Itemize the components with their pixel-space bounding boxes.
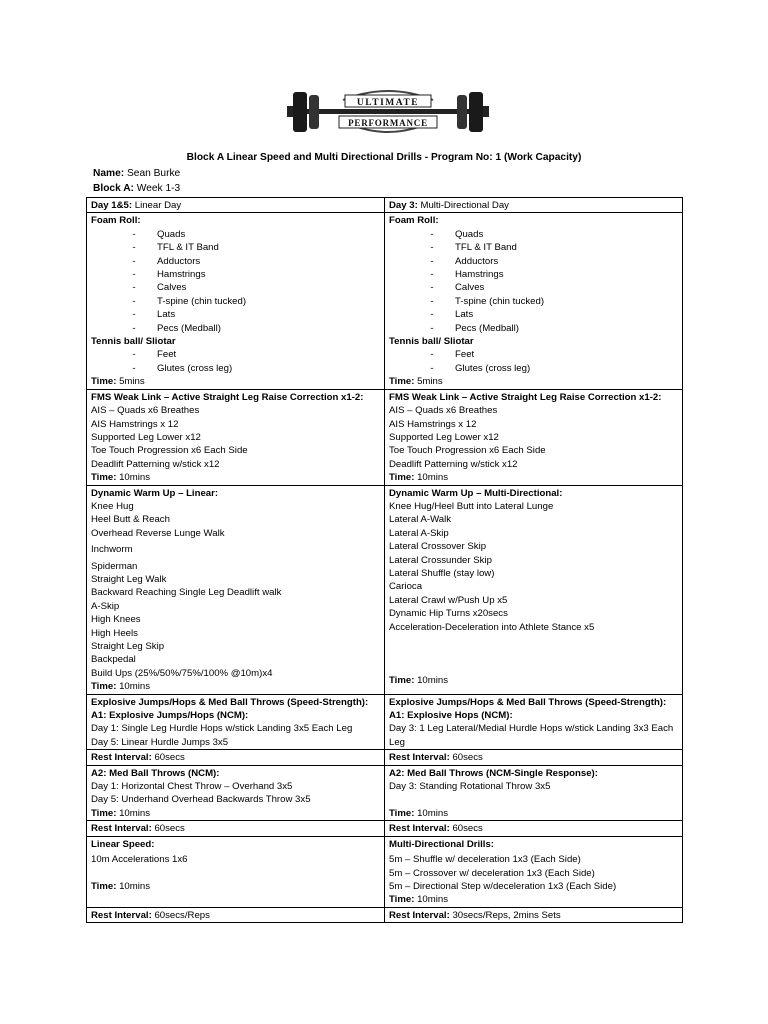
list-item: Lateral Shuffle (stay low) xyxy=(389,567,495,579)
right-rest-cell: Rest Interval: 60secs xyxy=(385,821,683,836)
right-rest-cell: Rest Interval: 60secs xyxy=(385,750,683,765)
list-item: - Pecs (Medball) xyxy=(132,322,221,334)
list-item: AIS Hamstrings x 12 xyxy=(91,418,179,430)
list-item: Dynamic Hip Turns x20secs xyxy=(389,608,508,620)
rest-interval-row xyxy=(87,750,683,765)
list-item: Deadlift Patterning w/stick x12 xyxy=(389,458,518,470)
right-speed-cell: Multi-Directional Drills: 5m – Shuffle w/ deceleration 1x3 (Each Side) 5m – Crossover w/ deceleration 1x3 (Each Side) 5m – Directional Step w/deceleration 1x3 (Each Side) Time: 10mins xyxy=(385,836,683,907)
left-rest-cell: Rest Interval: 60secs xyxy=(87,750,385,765)
right-fms-cell: FMS Weak Link – Active Straight Leg Raise Correction x1-2: AIS – Quads x6 Breathes AIS Hamstrings x 12 Supported Leg Lower x12 Toe Touch Progression x6 Each Side Deadlift Patterning w/stick x12 Time: 10mins xyxy=(385,389,683,485)
list-item: - Calves xyxy=(430,282,485,294)
left-header: Day 1&5: Linear Day xyxy=(87,198,385,213)
left-rest-cell: Rest Interval: 60secs xyxy=(87,821,385,836)
list-item: - Hamstrings xyxy=(132,269,206,281)
rest-interval-row xyxy=(87,821,683,836)
right-med-ball-cell: A2: Med Ball Throws (NCM-Single Response): Day 3: Standing Rotational Throw 3x5 Time: 10mins xyxy=(385,765,683,821)
logo-line2: PERFORMANCE xyxy=(348,118,428,128)
list-item: Acceleration-Deceleration into Athlete Stance x5 xyxy=(389,621,595,633)
left-fms-cell: FMS Weak Link – Active Straight Leg Raise Correction x1-2: AIS – Quads x6 Breathes AIS Hamstrings x 12 Supported Leg Lower x12 Toe Touch Progression x6 Each Side Deadlift Patterning w/stick x12 Time: 10mins xyxy=(87,389,385,485)
speed-row xyxy=(87,836,683,907)
list-item: - Adductors xyxy=(430,255,499,267)
list-item: - Feet xyxy=(430,349,475,361)
list-item: A-Skip xyxy=(91,600,120,612)
list-item: Backward Reaching Single Leg Deadlift walk xyxy=(91,587,282,599)
warm-up-row xyxy=(87,485,683,694)
program-table xyxy=(86,197,683,923)
list-item: AIS – Quads x6 Breathes xyxy=(91,405,200,417)
list-item: 10m Accelerations 1x6 xyxy=(91,854,188,866)
list-item: Day 3: 1 Leg Lateral/Medial Hurdle Hops w/stick Landing 3x3 Each Leg xyxy=(389,723,674,748)
list-item: Day 1: Horizontal Chest Throw – Overhand 3x5 xyxy=(91,781,293,793)
list-item: - Calves xyxy=(132,282,187,294)
right-jumps-cell: Explosive Jumps/Hops & Med Ball Throws (Speed-Strength): A1: Explosive Hops (NCM): Day 3: 1 Leg Lateral/Medial Hurdle Hops w/stick Landing 3x3 Each Leg xyxy=(385,694,683,750)
list-item: - Glutes (cross leg) xyxy=(132,362,233,374)
table-header-row xyxy=(87,198,683,213)
list-item: - Lats xyxy=(132,309,176,321)
list-item: High Knees xyxy=(91,614,141,626)
list-item: Day 3: Standing Rotational Throw 3x5 xyxy=(389,781,551,793)
list-item: - Quads xyxy=(132,228,186,240)
name-label: Name: xyxy=(93,168,125,179)
list-item: Spiderman xyxy=(91,560,138,572)
left-med-ball-cell: A2: Med Ball Throws (NCM): Day 1: Horizontal Chest Throw – Overhand 3x5 Day 5: Underhand Overhead Backwards Throw 3x5 Time: 10mins xyxy=(87,765,385,821)
list-item: Knee Hug/Heel Butt into Lateral Lunge xyxy=(389,500,554,512)
right-rest-cell: Rest Interval: 30secs/Reps, 2mins Sets xyxy=(385,907,683,922)
list-item: Lateral Crawl w/Push Up x5 xyxy=(389,594,508,606)
list-item: Day 5: Underhand Overhead Backwards Throw 3x5 xyxy=(91,794,311,806)
list-item: AIS Hamstrings x 12 xyxy=(389,418,477,430)
list-item: AIS – Quads x6 Breathes xyxy=(389,405,498,417)
list-item: High Heels xyxy=(91,627,138,639)
list-item: Lateral A-Walk xyxy=(389,514,452,526)
list-item: Build Ups (25%/50%/75%/100% @10m)x4 xyxy=(91,667,273,679)
right-header: Day 3: Multi-Directional Day xyxy=(385,198,683,213)
left-warm-up-cell: Dynamic Warm Up – Linear: Knee Hug Heel Butt & Reach Overhead Reverse Lunge Walk Inchworm Spiderman Straight Leg Walk Backward Reaching Single Leg Deadlift walk A-Skip High Knees High Heels Straight Leg Skip Backpedal Build Ups (25%/50%/75%/100% @10m)x4 Time: 10mins xyxy=(87,485,385,694)
list-item: - TFL & IT Band xyxy=(132,242,219,254)
list-item: Lateral A-Skip xyxy=(389,527,449,539)
list-item: Straight Leg Walk xyxy=(91,573,167,585)
list-item: - Quads xyxy=(430,228,484,240)
list-item: - Pecs (Medball) xyxy=(430,322,519,334)
foam-roll-row xyxy=(87,213,683,389)
list-item: Overhead Reverse Lunge Walk xyxy=(91,527,225,539)
med-ball-row xyxy=(87,765,683,821)
list-item: - Adductors xyxy=(132,255,201,267)
list-item: - Lats xyxy=(430,309,474,321)
list-item: Knee Hug xyxy=(91,500,134,512)
right-warm-up-cell: Dynamic Warm Up – Multi-Directional: Knee Hug/Heel Butt into Lateral Lunge Lateral A-Walk Lateral A-Skip Lateral Crossover Skip Lateral Crossunder Skip Lateral Shuffle (stay low) Carioca Lateral Crawl w/Push Up x5 Dynamic Hip Turns x20secs Acceleration-Deceleration into Athlete Stance x5 Time: 10mins xyxy=(385,485,683,694)
list-item: Supported Leg Lower x12 xyxy=(389,431,499,443)
logo-line1: ULTIMATE xyxy=(356,98,420,108)
list-item: Toe Touch Progression x6 Each Side xyxy=(91,445,248,457)
program-title: Block A Linear Speed and Multi Directional Drills - Program No: 1 (Work Capacity) xyxy=(186,152,582,163)
list-item: Supported Leg Lower x12 xyxy=(91,431,201,443)
rest-interval-row xyxy=(87,907,683,922)
list-item: 5m – Crossover w/ deceleration 1x3 (Each Side) xyxy=(389,867,595,879)
block-row xyxy=(93,183,180,194)
list-item: Lateral Crossover Skip xyxy=(389,541,487,553)
list-item: Heel Butt & Reach xyxy=(91,514,170,526)
list-item: Straight Leg Skip xyxy=(91,641,165,652)
list-item: Day 1: Single Leg Hurdle Hops w/stick Landing 3x5 Each Leg xyxy=(91,723,353,735)
list-item: 5m – Shuffle w/ deceleration 1x3 (Each Side) xyxy=(389,854,581,866)
fms-row xyxy=(87,389,683,485)
list-item: Lateral Crossunder Skip xyxy=(389,554,492,566)
list-item: - Feet xyxy=(132,349,177,361)
left-speed-cell: Linear Speed: 10m Accelerations 1x6 Time: 10mins xyxy=(87,836,385,907)
list-item: Inchworm xyxy=(91,544,133,556)
left-foam-roll-cell: Foam Roll: - Quads - TFL & IT Band - Adductors - Hamstrings - Calves - T-spine (chin tucked) - Lats - Pecs (Medball) Tennis ball/ Sliotar - Feet - Glutes (cross leg) Time: 5mins xyxy=(87,213,385,389)
list-item: - TFL & IT Band xyxy=(430,242,517,254)
name-value: Sean Burke xyxy=(126,168,181,179)
list-item: Backpedal xyxy=(91,654,136,666)
list-item: Toe Touch Progression x6 Each Side xyxy=(389,445,546,457)
ultimate-performance-logo xyxy=(283,84,493,140)
left-jumps-cell: Explosive Jumps/Hops & Med Ball Throws (Speed-Strength): A1: Explosive Jumps/Hops (NCM): Day 1: Single Leg Hurdle Hops w/stick Landing 3x5 Each Leg Day 5: Linear Hurdle Jumps 3x5 xyxy=(87,694,385,750)
list-item: - Hamstrings xyxy=(430,269,504,281)
list-item: Day 5: Linear Hurdle Jumps 3x5 xyxy=(91,736,229,748)
right-foam-roll-cell: Foam Roll: - Quads - TFL & IT Band - Adductors - Hamstrings - Calves - T-spine (chin tucked) - Lats - Pecs (Medball) Tennis ball/ Sliotar - Feet - Glutes (cross leg) Time: 5mins xyxy=(385,213,683,389)
list-item: Carioca xyxy=(389,581,423,593)
list-item: - T-spine (chin tucked) xyxy=(430,295,545,307)
list-item: Deadlift Patterning w/stick x12 xyxy=(91,458,220,470)
explosive-jumps-row xyxy=(87,694,683,750)
block-value: Week 1-3 xyxy=(136,183,181,194)
athlete-name-row xyxy=(93,168,180,179)
list-item: 5m – Directional Step w/deceleration 1x3 (Each Side) xyxy=(389,880,617,892)
block-label: Block A: xyxy=(93,183,134,194)
list-item: - T-spine (chin tucked) xyxy=(132,295,247,307)
left-rest-cell: Rest Interval: 60secs/Reps xyxy=(87,907,385,922)
list-item: - Glutes (cross leg) xyxy=(430,362,531,374)
